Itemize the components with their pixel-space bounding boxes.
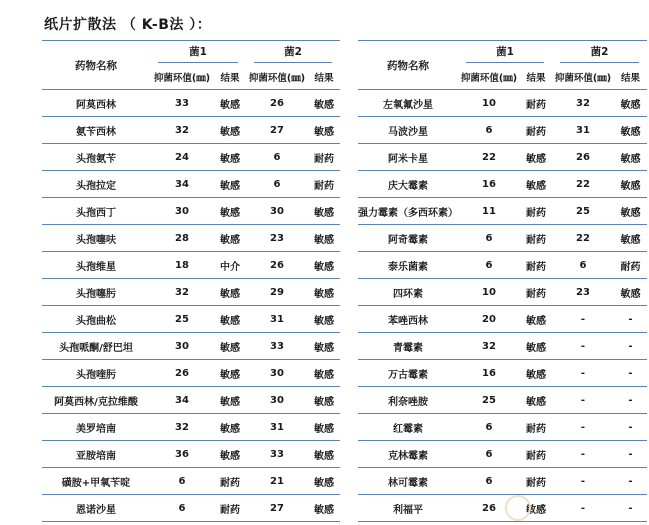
result-cell: 耐药	[520, 198, 552, 225]
header-strain2-right: 菌2	[552, 41, 647, 66]
result-cell: 敏感	[614, 117, 647, 144]
zone-value-cell: 22	[458, 144, 520, 171]
result-cell: 敏感	[214, 144, 246, 171]
result-cell: 敏感	[308, 387, 340, 414]
result-cell: 敏感	[308, 90, 340, 117]
drug-name-cell: 青霉素	[358, 333, 458, 360]
drug-name-cell: 苯唑西林	[358, 306, 458, 333]
column-gap	[340, 117, 358, 144]
drug-name-cell: 恩诺沙星	[42, 495, 150, 522]
result-cell: -	[614, 414, 647, 441]
drug-name-cell: 磺胺+甲氧苄啶	[42, 468, 150, 495]
result-cell: 敏感	[520, 387, 552, 414]
table-row	[42, 252, 647, 279]
drug-name-cell: 头孢喹肟	[42, 360, 150, 387]
column-gap	[340, 333, 358, 360]
drug-name-cell: 头孢噻呋	[42, 225, 150, 252]
zone-value-cell: 29	[246, 279, 308, 306]
result-cell: 敏感	[214, 441, 246, 468]
zone-value-cell: 6	[458, 252, 520, 279]
result-cell: 敏感	[614, 198, 647, 225]
zone-value-cell: -	[552, 414, 614, 441]
zone-value-cell: 6	[458, 441, 520, 468]
zone-value-cell: 26	[150, 360, 214, 387]
zone-value-cell: 6	[552, 252, 614, 279]
drug-name-cell: 阿米卡星	[358, 144, 458, 171]
column-gap	[340, 252, 358, 279]
drug-name-cell: 林可霉素	[358, 468, 458, 495]
table-row	[42, 144, 647, 171]
zone-value-cell: 32	[552, 90, 614, 117]
table-row	[42, 441, 647, 468]
zone-value-cell: 6	[246, 144, 308, 171]
zone-value-cell: 21	[246, 468, 308, 495]
result-cell: 耐药	[520, 279, 552, 306]
zone-value-cell: 10	[458, 90, 520, 117]
zone-value-cell: 32	[150, 117, 214, 144]
result-cell: 敏感	[520, 171, 552, 198]
header-result: 结果	[308, 65, 340, 90]
zone-value-cell: 24	[150, 144, 214, 171]
zone-value-cell: -	[552, 387, 614, 414]
column-gap	[340, 306, 358, 333]
result-cell: 敏感	[214, 333, 246, 360]
drug-name-cell: 氨苄西林	[42, 117, 150, 144]
zone-value-cell: 30	[150, 333, 214, 360]
result-cell: 敏感	[214, 306, 246, 333]
zone-value-cell: 31	[246, 306, 308, 333]
column-gap	[340, 90, 358, 117]
table-row	[42, 333, 647, 360]
result-cell: -	[614, 333, 647, 360]
column-gap	[340, 387, 358, 414]
column-gap	[340, 225, 358, 252]
column-gap	[340, 198, 358, 225]
zone-value-cell: 22	[552, 171, 614, 198]
zone-value-cell: 34	[150, 387, 214, 414]
zone-value-cell: 11	[458, 198, 520, 225]
zone-value-cell: 16	[458, 171, 520, 198]
table-row	[42, 468, 647, 495]
result-cell: 耐药	[520, 252, 552, 279]
result-cell: 敏感	[308, 306, 340, 333]
zone-value-cell: -	[552, 468, 614, 495]
drug-name-cell: 阿莫西林/克拉维酸	[42, 387, 150, 414]
drug-name-cell: 头孢哌酮/舒巴坦	[42, 333, 150, 360]
zone-value-cell: 33	[246, 333, 308, 360]
header-zone: 抑菌环值(㎜)	[552, 65, 614, 90]
zone-value-cell: 25	[552, 198, 614, 225]
watermark-logo-icon	[505, 495, 531, 521]
zone-value-cell: -	[552, 495, 614, 522]
result-cell: 敏感	[520, 333, 552, 360]
drug-name-cell: 亚胺培南	[42, 441, 150, 468]
table-row	[42, 90, 647, 117]
result-cell: -	[614, 441, 647, 468]
result-cell: -	[614, 387, 647, 414]
zone-value-cell: 6	[246, 171, 308, 198]
result-cell: 敏感	[308, 198, 340, 225]
result-cell: 耐药	[520, 441, 552, 468]
zone-value-cell: 6	[458, 225, 520, 252]
column-gap	[340, 441, 358, 468]
drug-name-cell: 利奈唑胺	[358, 387, 458, 414]
header-drug-name-right: 药物名称	[358, 41, 458, 90]
header-result: 结果	[614, 65, 647, 90]
result-cell: 敏感	[614, 279, 647, 306]
result-cell: 敏感	[214, 279, 246, 306]
zone-value-cell: 6	[150, 468, 214, 495]
result-cell: 敏感	[308, 279, 340, 306]
zone-value-cell: 33	[150, 90, 214, 117]
zone-value-cell: 36	[150, 441, 214, 468]
header-drug-name-left: 药物名称	[42, 41, 150, 90]
result-cell: 敏感	[308, 252, 340, 279]
result-cell: -	[614, 468, 647, 495]
zone-value-cell: 25	[458, 387, 520, 414]
column-gap	[340, 360, 358, 387]
result-cell: 耐药	[520, 414, 552, 441]
zone-value-cell: 28	[150, 225, 214, 252]
drug-name-cell: 四环素	[358, 279, 458, 306]
header-strain1-right: 菌1	[458, 41, 552, 66]
drug-name-cell: 头孢维星	[42, 252, 150, 279]
result-cell: 敏感	[214, 387, 246, 414]
zone-value-cell: 26	[246, 90, 308, 117]
result-cell: 敏感	[520, 360, 552, 387]
result-cell: 敏感	[308, 414, 340, 441]
zone-value-cell: -	[552, 441, 614, 468]
result-cell: 敏感	[308, 360, 340, 387]
result-cell: 耐药	[520, 225, 552, 252]
result-cell: 敏感	[520, 495, 552, 522]
page-title: 纸片扩散法 （ K-B法 ）：	[44, 17, 212, 33]
result-cell: 敏感	[308, 117, 340, 144]
column-gap	[340, 495, 358, 522]
zone-value-cell: 6	[150, 495, 214, 522]
table-row	[42, 198, 647, 225]
drug-name-cell: 强力霉素（多西环素）	[358, 198, 458, 225]
zone-value-cell: 26	[458, 495, 520, 522]
zone-value-cell: -	[552, 333, 614, 360]
zone-value-cell: 27	[246, 495, 308, 522]
header-strain2-left: 菌2	[246, 41, 340, 66]
drug-name-cell: 马波沙星	[358, 117, 458, 144]
drug-name-cell: 头孢拉定	[42, 171, 150, 198]
result-cell: 耐药	[308, 144, 340, 171]
zone-value-cell: 30	[246, 360, 308, 387]
drug-name-cell: 头孢氨苄	[42, 144, 150, 171]
zone-value-cell: 32	[458, 333, 520, 360]
result-cell: 敏感	[214, 360, 246, 387]
result-cell: 敏感	[214, 414, 246, 441]
column-gap	[340, 414, 358, 441]
drug-name-cell: 阿奇霉素	[358, 225, 458, 252]
zone-value-cell: 25	[150, 306, 214, 333]
header-zone: 抑菌环值(㎜)	[458, 65, 520, 90]
header-strain1-left: 菌1	[150, 41, 246, 66]
zone-value-cell: 26	[552, 144, 614, 171]
result-cell: 敏感	[520, 144, 552, 171]
result-cell: 敏感	[614, 144, 647, 171]
result-cell: -	[614, 306, 647, 333]
result-cell: -	[614, 360, 647, 387]
result-cell: 耐药	[214, 495, 246, 522]
zone-value-cell: 23	[246, 225, 308, 252]
result-cell: 敏感	[214, 171, 246, 198]
column-gap	[340, 468, 358, 495]
table-row	[42, 387, 647, 414]
drug-name-cell: 利福平	[358, 495, 458, 522]
result-cell: 敏感	[214, 198, 246, 225]
zone-value-cell: 18	[150, 252, 214, 279]
zone-value-cell: 33	[246, 441, 308, 468]
header-result: 结果	[520, 65, 552, 90]
drug-name-cell: 万古霉素	[358, 360, 458, 387]
header-result: 结果	[214, 65, 246, 90]
result-cell: 耐药	[520, 117, 552, 144]
result-cell: -	[614, 495, 647, 522]
table-row	[42, 414, 647, 441]
drug-name-cell: 泰乐菌素	[358, 252, 458, 279]
drug-name-cell: 头孢噻肟	[42, 279, 150, 306]
result-cell: 耐药	[308, 171, 340, 198]
result-cell: 敏感	[614, 90, 647, 117]
result-cell: 耐药	[614, 252, 647, 279]
table-row	[42, 117, 647, 144]
zone-value-cell: 6	[458, 117, 520, 144]
drug-name-cell: 克林霉素	[358, 441, 458, 468]
drug-name-cell: 头孢曲松	[42, 306, 150, 333]
zone-value-cell: 22	[552, 225, 614, 252]
result-cell: 敏感	[614, 171, 647, 198]
result-cell: 敏感	[520, 306, 552, 333]
column-gap	[340, 144, 358, 171]
result-cell: 敏感	[614, 225, 647, 252]
zone-value-cell: 32	[150, 414, 214, 441]
result-cell: 耐药	[214, 468, 246, 495]
zone-value-cell: 26	[246, 252, 308, 279]
zone-value-cell: 23	[552, 279, 614, 306]
zone-value-cell: 30	[246, 387, 308, 414]
zone-value-cell: 6	[458, 414, 520, 441]
table-row	[42, 171, 647, 198]
zone-value-cell: 30	[246, 198, 308, 225]
column-gap	[340, 171, 358, 198]
zone-value-cell: 6	[458, 468, 520, 495]
table-row	[42, 360, 647, 387]
zone-value-cell: -	[552, 306, 614, 333]
zone-value-cell: 16	[458, 360, 520, 387]
zone-value-cell: 31	[552, 117, 614, 144]
result-cell: 敏感	[308, 225, 340, 252]
header-zone: 抑菌环值(㎜)	[246, 65, 308, 90]
table-row	[42, 495, 647, 522]
table-body	[42, 90, 647, 522]
result-cell: 耐药	[520, 90, 552, 117]
result-cell: 耐药	[520, 468, 552, 495]
drug-name-cell: 红霉素	[358, 414, 458, 441]
result-cell: 敏感	[214, 225, 246, 252]
result-cell: 敏感	[214, 90, 246, 117]
zone-value-cell: 34	[150, 171, 214, 198]
drug-name-cell: 阿莫西林	[42, 90, 150, 117]
result-cell: 敏感	[214, 117, 246, 144]
result-cell: 敏感	[308, 333, 340, 360]
zone-value-cell: -	[552, 360, 614, 387]
drug-name-cell: 头孢西丁	[42, 198, 150, 225]
result-cell: 敏感	[308, 495, 340, 522]
drug-name-cell: 庆大霉素	[358, 171, 458, 198]
susceptibility-table	[42, 40, 647, 522]
result-cell: 中介	[214, 252, 246, 279]
zone-value-cell: 10	[458, 279, 520, 306]
table-row	[42, 225, 647, 252]
table-row	[42, 279, 647, 306]
zone-value-cell: 31	[246, 414, 308, 441]
table-row	[42, 306, 647, 333]
drug-name-cell: 左氧氟沙星	[358, 90, 458, 117]
zone-value-cell: 27	[246, 117, 308, 144]
zone-value-cell: 32	[150, 279, 214, 306]
header-zone: 抑菌环值(㎜)	[150, 65, 214, 90]
result-cell: 敏感	[308, 441, 340, 468]
drug-name-cell: 美罗培南	[42, 414, 150, 441]
result-cell: 敏感	[308, 468, 340, 495]
column-gap	[340, 279, 358, 306]
zone-value-cell: 20	[458, 306, 520, 333]
header-row-strains	[42, 41, 647, 66]
zone-value-cell: 30	[150, 198, 214, 225]
